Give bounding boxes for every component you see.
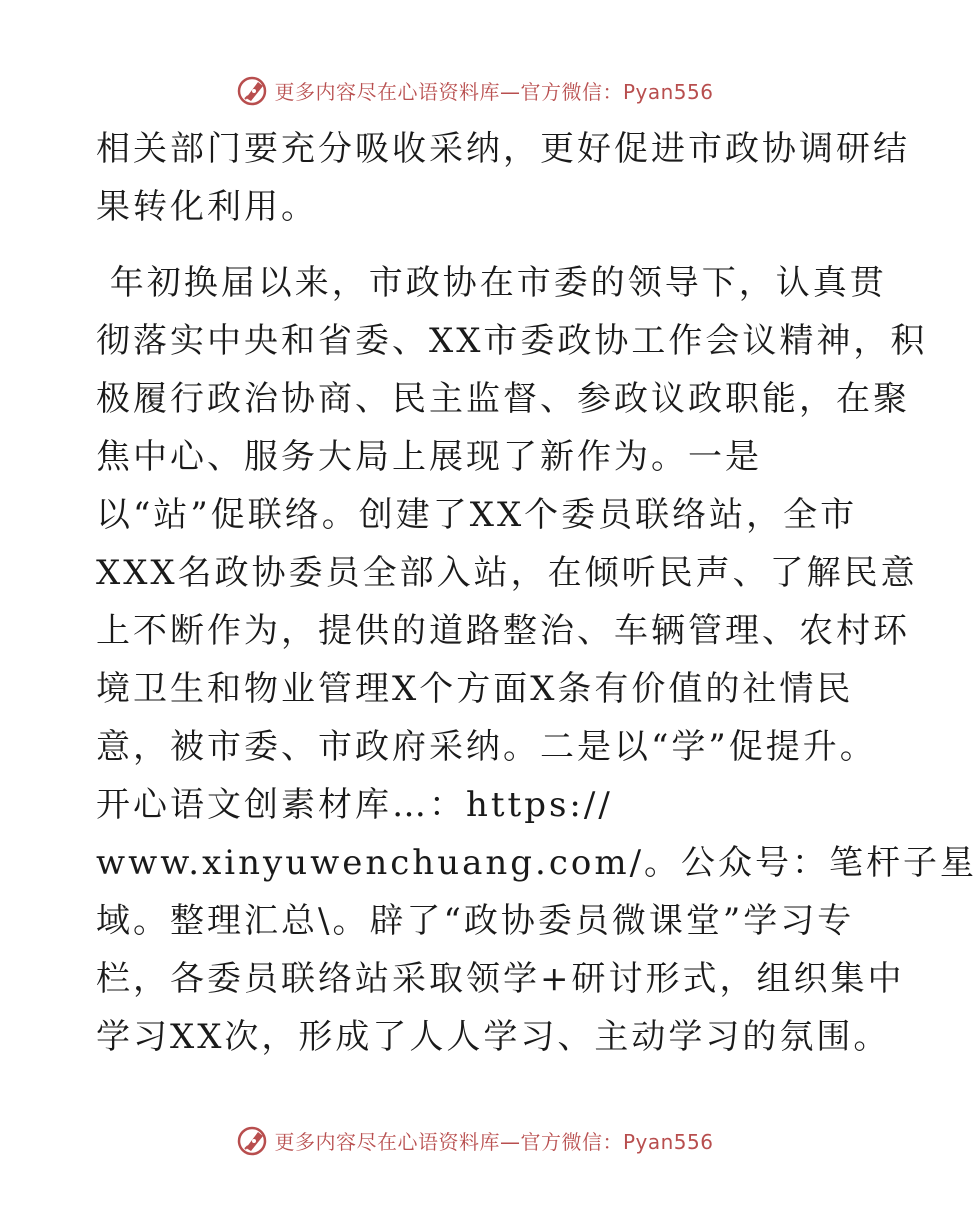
header-banner [0,70,950,110]
text-line: 意，被市委、市政府采纳。二是以“学”促提升。 [96,727,877,767]
text-line: 上不断作为，提供的道路整治、车辆管理、农村环 [96,611,910,651]
text-line: 域。整理汇总\。辟了“政协委员微课堂”学习专 [96,901,855,941]
text-line: 相关部门要充分吸收采纳，更好促进市政协调研结 [96,129,910,169]
footer-banner [0,1120,950,1160]
footer-banner-text: 更多内容尽在心语资料库—官方微信：Pyan556 [274,1129,714,1154]
paragraph-1 [96,120,910,236]
text-line: 果转化利用。 [96,187,318,227]
paragraph-2 [96,254,977,1066]
text-line: 彻落实中央和省委、XX市委政协工作会议精神，积 [96,321,928,361]
pen-nib-circle-icon [236,1122,272,1158]
text-line: 极履行政治协商、民主监督、参政议政职能，在聚 [96,379,910,419]
pen-nib-circle-icon [236,72,272,108]
header-banner-text: 更多内容尽在心语资料库—官方微信：Pyan556 [274,79,714,104]
text-line: 栏，各委员联络站采取领学+研讨形式，组织集中 [96,959,905,999]
text-line: 年初换届以来，市政协在市委的领导下，认真贯 [96,263,887,303]
document-body [96,120,977,1066]
text-line: 焦中心、服务大局上展现了新作为。一是 [96,437,762,477]
text-line: 以“站”促联络。创建了XX个委员联络站，全市 [96,495,858,535]
text-line: 学习XX次，形成了人人学习、主动学习的氛围。 [96,1017,891,1057]
text-line: 境卫生和物业管理X个方面X条有价值的社情民 [96,669,854,709]
text-line: XXX名政协委员全部入站，在倾听民声、了解民意 [96,553,918,593]
text-line: 开心语文创素材库…：https:// [96,785,613,825]
text-line: www.xinyuwenchuang.com/。公众号：笔杆子星 [96,843,977,883]
